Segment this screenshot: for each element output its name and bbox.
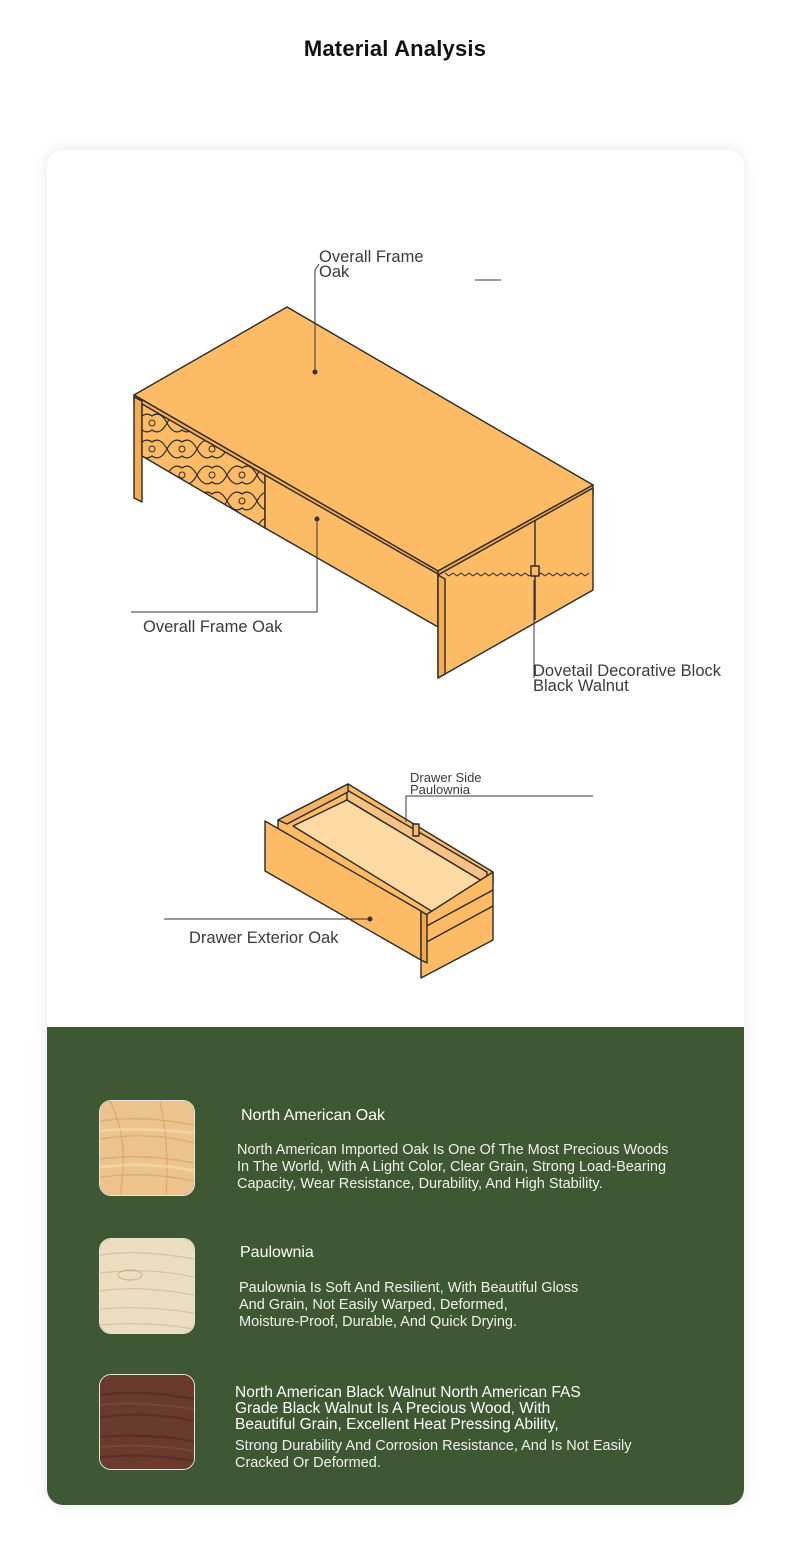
furniture-illustration (47, 150, 744, 1027)
material-card (47, 150, 744, 1505)
dovetail-block (531, 566, 539, 576)
walnut-swatch (99, 1374, 195, 1470)
walnut-texture (100, 1375, 194, 1469)
oak-texture (100, 1101, 194, 1195)
paulownia-texture (100, 1239, 194, 1333)
callout-dovetail (533, 664, 721, 694)
page-title: Material Analysis (303, 36, 487, 61)
paulownia-name: Paulownia (240, 1244, 314, 1261)
oak-description: North American Imported Oak Is One Of The Most Precious Woods In The World, With A Light Color, Clear Grain, Strong Load-Bearing Capacity, Wear Resistance, Durability, And High Stability. (237, 1142, 669, 1192)
callout-drawer-exterior: Drawer Exterior Oak (189, 929, 339, 947)
callout-drawer-side-line1: Drawer Side (410, 770, 482, 785)
drawer (265, 784, 493, 978)
oak-name: North American Oak (241, 1107, 386, 1124)
callout-drawer-side (410, 772, 482, 796)
callout-top-frame-line2: Oak (319, 263, 350, 281)
left-panel (134, 397, 142, 502)
walnut-description: Strong Durability And Corrosion Resistance, And Is Not Easily Cracked Or Deformed. (235, 1438, 632, 1471)
oak-swatch (99, 1100, 195, 1196)
callout-top-frame (319, 250, 424, 280)
callout-drawer-side-line2: Paulownia (410, 782, 470, 797)
callout-dovetail-line2: Black Walnut (533, 677, 629, 695)
illustration-svg (47, 150, 744, 1027)
paulownia-swatch (99, 1238, 195, 1334)
walnut-heading: North American Black Walnut North American FAS Grade Black Walnut Is A Precious Wood, With Beautiful Grain, Excellent Heat Pressing Ability, (235, 1384, 581, 1433)
callout-dovetail-line1: Dovetail Decorative Block (533, 662, 721, 680)
materials-panel (47, 1027, 744, 1505)
callout-top-frame-line1: Overall Frame (319, 248, 424, 266)
callout-front-frame: Overall Frame Oak (143, 618, 283, 636)
paulownia-description: Paulownia Is Soft And Resilient, With Beautiful Gloss And Grain, Not Easily Warped, Deformed, Moisture-Proof, Durable, And Quick Drying. (239, 1280, 579, 1330)
